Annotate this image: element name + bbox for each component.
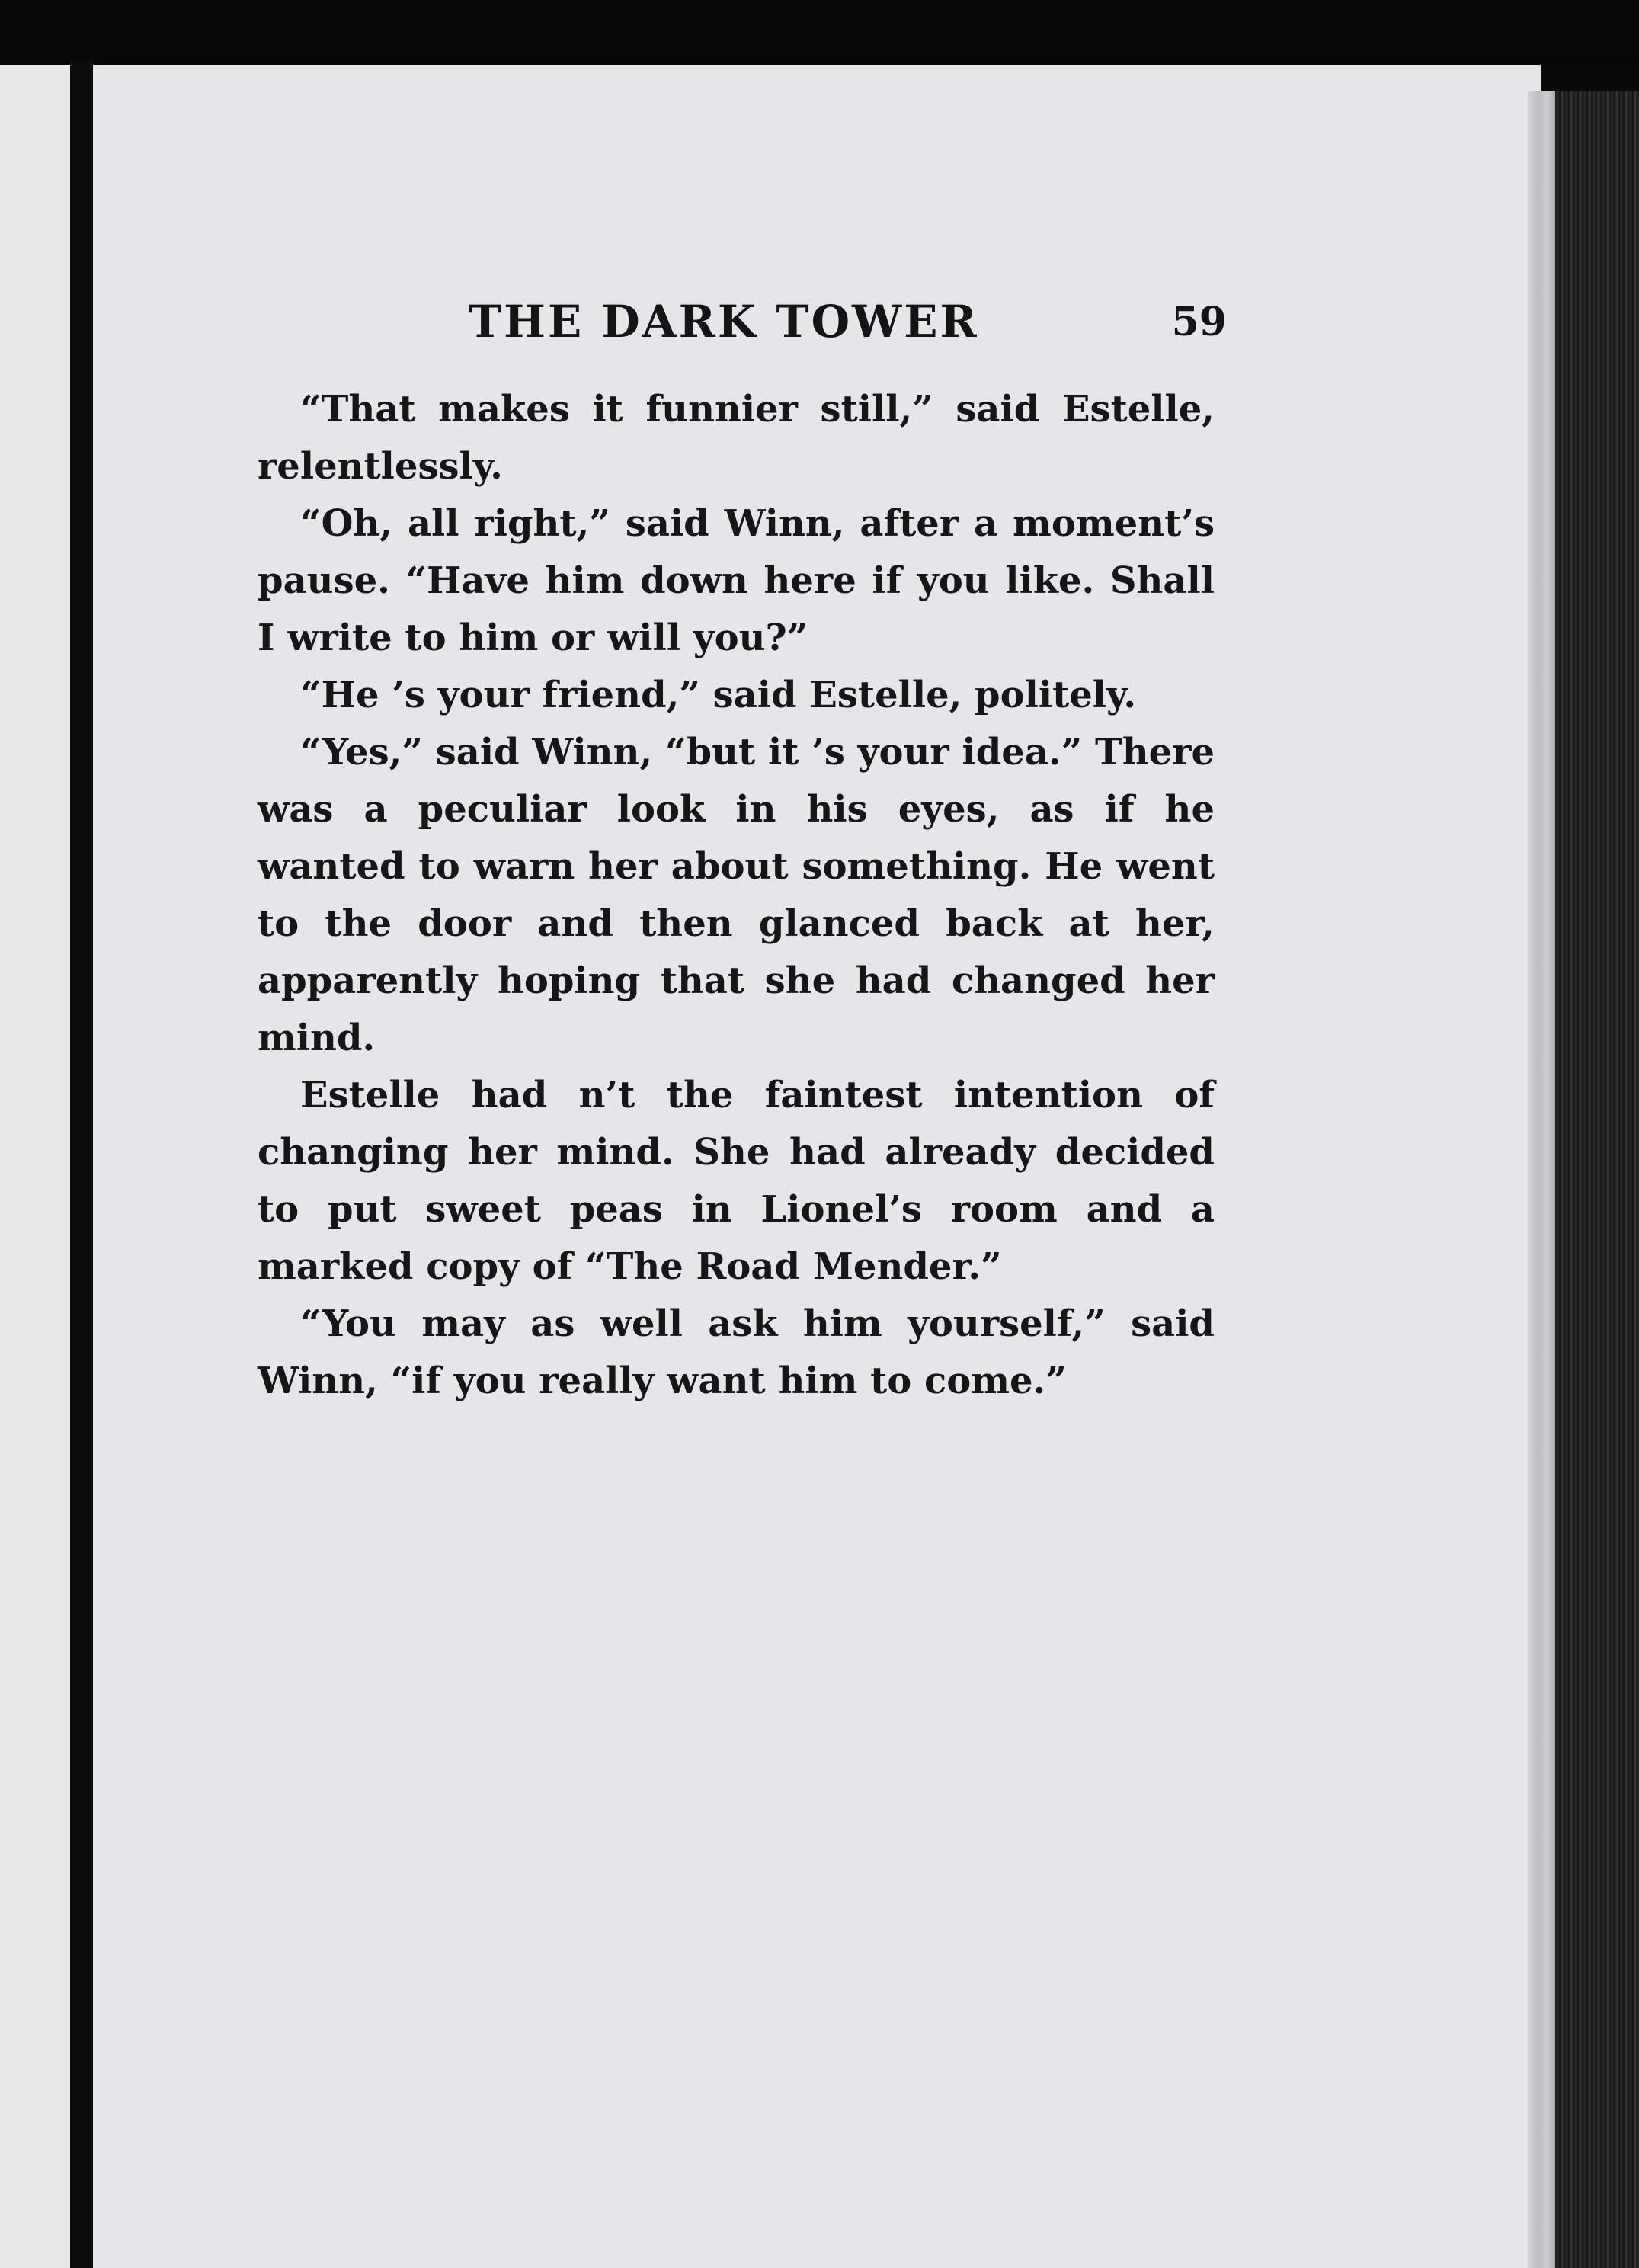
binding-gutter — [70, 61, 93, 2268]
facing-page-edge — [0, 65, 70, 2268]
page-number: 59 — [1171, 299, 1227, 345]
paragraph: “You may as well ask him yourself,” said Winn, “if you really want him to come.” — [258, 1302, 1215, 1402]
paragraph: “Yes,” said Winn, “but it ’s your idea.” There was a peculiar look in his eyes, as if he wanted to warn her about something. He went to the door and then glanced back at her, apparently hoping that she had changed her mind. — [258, 731, 1215, 1059]
scan-background-top — [0, 0, 1639, 65]
paragraph: Estelle had n’t the faintest intention of changing her mind. She had already decided to put sweet peas in Lionel’s room and a marked copy of “The Road Mender.” — [258, 1074, 1215, 1288]
body-text — [258, 381, 1215, 1410]
book-fore-edge — [1555, 91, 1639, 2268]
page-edge-shadow — [1528, 91, 1555, 2268]
paragraph: “Oh, all right,” said Winn, after a moment’s pause. “Have him down here if you like. Shall I write to him or will you?” — [258, 502, 1215, 659]
paragraph: “That makes it funnier still,” said Estelle, relentlessly. — [258, 388, 1215, 488]
paragraph: “He ’s your friend,” said Estelle, politely. — [300, 674, 1137, 716]
running-head — [259, 296, 1227, 357]
running-title: THE DARK TOWER — [469, 296, 979, 348]
